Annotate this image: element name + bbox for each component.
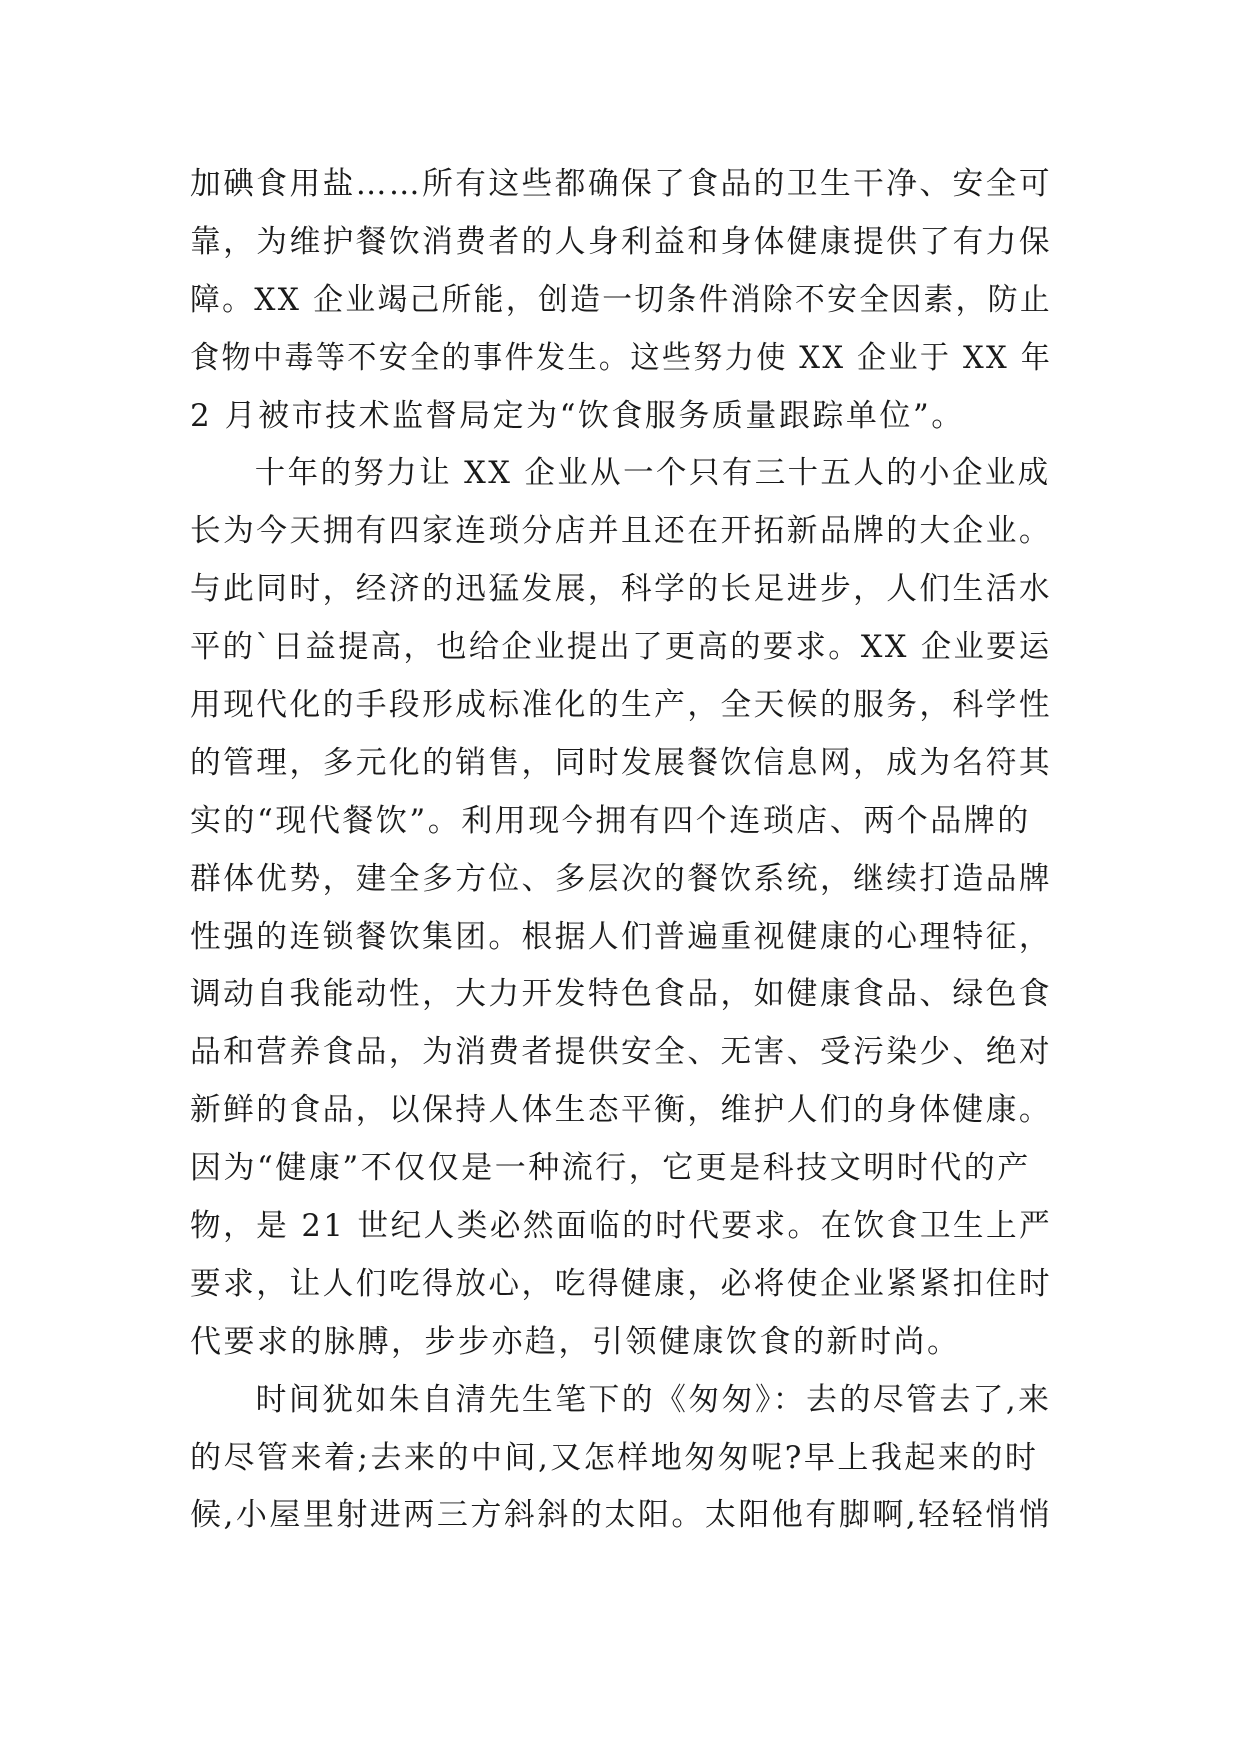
text-line: 要求，让人们吃得放心，吃得健康，必将使企业紧紧扣住时 — [190, 1265, 1053, 1302]
text-line: 的尽管来着;去来的中间,又怎样地匆匆呢?早上我起来的时 — [190, 1439, 1039, 1476]
text-line: 长为今天拥有四家连琐分店并且还在开拓新品牌的大企业。 — [190, 513, 1053, 550]
text-line: 用现代化的手段形成标准化的生产，全天候的服务，科学性 — [190, 687, 1053, 724]
text-line: 加碘食用盐……所有这些都确保了食品的卫生干净、安全可 — [190, 166, 1053, 202]
text-line: 2 月被市技术监督局定为“饮食服务质量跟踪单位”。 — [190, 397, 965, 434]
text-line: 性强的连锁餐饮集团。根据人们普遍重视健康的心理特征， — [190, 918, 1053, 955]
text-line: 的管理，多元化的销售，同时发展餐饮信息网，成为名符其 — [190, 744, 1053, 781]
paragraph-first-line: 十年的努力让 XX 企业从一个只有三十五人的小企业成 — [254, 455, 1051, 492]
text-line: 实的“现代餐饮”。利用现今拥有四个连琐店、两个品牌的 — [190, 802, 1031, 839]
paragraph-first-line: 时间犹如朱自清先生笔下的《匆匆》：去的尽管去了,来 — [255, 1381, 1052, 1418]
text-line: 食物中毒等不安全的事件发生。这些努力使 XX 企业于 XX 年 — [190, 339, 1053, 376]
text-line: 与此同时，经济的迅猛发展，科学的长足进步，人们生活水 — [190, 571, 1053, 608]
text-line: 障。XX 企业竭己所能，创造一切条件消除不安全因素，防止 — [190, 281, 1052, 318]
text-line: 因为“健康”不仅仅是一种流行，它更是科技文明时代的产 — [190, 1150, 1031, 1187]
text-line: 新鲜的食品，以保持人体生态平衡，维护人们的身体健康。 — [190, 1092, 1053, 1129]
text-line: 群体优势，建全多方位、多层次的餐饮系统，继续打造品牌 — [190, 860, 1053, 897]
text-line: 候,小屋里射进两三方斜斜的太阳。太阳他有脚啊,轻轻悄悄 — [190, 1497, 1053, 1534]
text-line: 靠，为维护餐饮消费者的人身利益和身体健康提供了有力保 — [190, 223, 1053, 260]
text-line: 平的`日益提高，也给企业提出了更高的要求。XX 企业要运 — [190, 629, 1052, 666]
body-text — [190, 156, 1052, 1545]
text-line: 代要求的脉膊，步步亦趋，引领健康饮食的新时尚。 — [190, 1323, 961, 1360]
text-line: 调动自我能动性，大力开发特色食品，如健康食品、绿色食 — [190, 976, 1053, 1013]
text-line: 物，是 21 世纪人类必然面临的时代要求。在饮食卫生上严 — [190, 1208, 1053, 1245]
text-line: 品和营养食品，为消费者提供安全、无害、受污染少、绝对 — [190, 1034, 1053, 1071]
